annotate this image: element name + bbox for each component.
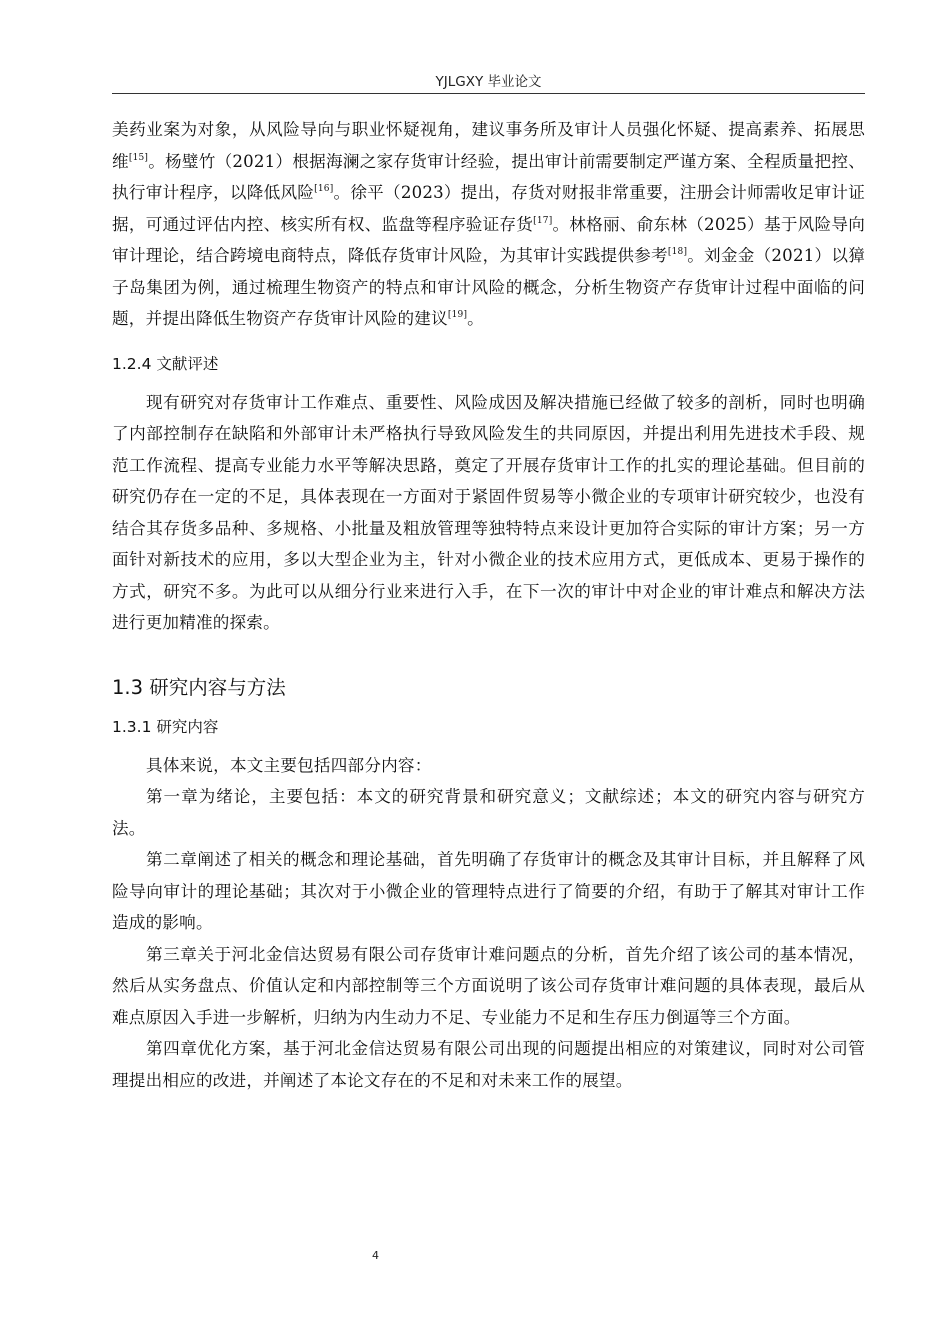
paragraph-literature-continued [112,114,865,335]
page-number: 4 [372,1249,379,1262]
text-run: 。徐平（2023）提出，存货对财报非常重要，注册会计师需收足审计证据，可通过评估内控、核实所有权、监盘等程序验证存货 [112,183,865,234]
paragraph-chapter-2: 第二章阐述了相关的概念和理论基础，首先明确了存货审计的概念及其审计目标，并且解释了风险导向审计的理论基础；其次对于小微企业的管理特点进行了简要的介绍，有助于了解其对审计工作造成的影响。 [112,850,865,932]
paragraph-literature-review: 现有研究对存货审计工作难点、重要性、风险成因及解决措施已经做了较多的剖析，同时也明确了内部控制存在缺陷和外部审计未严格执行导致风险发生的共同原因，并提出利用先进技术手段、规范工作流程、提高专业能力水平等解决思路，奠定了开展存货审计工作的扎实的理论基础。但目前的研究仍存在一定的不足，具体表现在一方面对于紧固件贸易等小微企业的专项审计研究较少，也没有结合其存货多品种、多规格、小批量及粗放管理等独特特点来设计更加符合实际的审计方案；另一方面针对新技术的应用，多以大型企业为主，针对小微企业的技术应用方式，更低成本、更易于操作的方式，研究不多。为此可以从细分行业来进行入手，在下一次的审计中对企业的审计难点和解决方法进行更加精准的探索。 [112,392,865,632]
paragraph-chapter-3: 第三章关于河北金信达贸易有限公司存货审计难问题点的分析，首先介绍了该公司的基本情况，然后从实务盘点、价值认定和内部控制等三个方面说明了该公司存货审计难问题的具体表现，最后从难点原因入手进一步解析，归纳为内生动力不足、专业能力不足和生存压力倒逼等三个方面。 [112,944,865,1027]
text-run: 。林格丽、俞东林（2025）基于风险导向审计理论，结合跨境电商特点，降低存货审计风险，为其审计实践提供参考 [112,214,866,265]
header-rule [112,93,865,94]
heading-1-2-4: 1.2.4 文献评述 [112,354,219,373]
paragraph-chapter-1: 第一章为绪论，主要包括：本文的研究背景和研究意义；文献综述；本文的研究内容与研究方法。 [112,787,865,838]
text-run: 美药业案为对象，从风险导向与职业怀疑视角，建议事务所及审计人员强化怀疑、提高素养、拓展思维 [112,120,865,171]
text-run: 。 [467,309,484,328]
text-run: 。杨璧竹（2021）根据海澜之家存货审计经验，提出审计前需要制定严谨方案、全程质量把控、执行审计程序，以降低风险 [112,151,866,202]
citation-15: [15] [128,152,149,163]
paragraph-overview: 具体来说，本文主要包括四部分内容： [146,755,432,775]
text-run: 。刘金金（2021）以獐子岛集团为例，通过梳理生物资产的特点和审计风险的概念，分析生物资产存货审计过程中面临的问题，并提出降低生物资产存货审计风险的建议 [112,246,865,328]
heading-1-3: 1.3 研究内容与方法 [112,675,286,699]
body-content [112,114,865,1096]
citation-18: [18] [667,247,688,257]
running-header: YJLGXY 毕业论文 [435,74,542,90]
citation-16: [16] [314,184,334,194]
heading-1-3-1: 1.3.1 研究内容 [112,717,219,736]
citation-17: [17] [533,215,553,226]
citation-19: [19] [447,310,468,320]
paragraph-chapter-4: 第四章优化方案，基于河北金信达贸易有限公司出现的问题提出相应的对策建议，同时对公司管理提出相应的改进，并阐述了本论文存在的不足和对未来工作的展望。 [112,1039,865,1090]
